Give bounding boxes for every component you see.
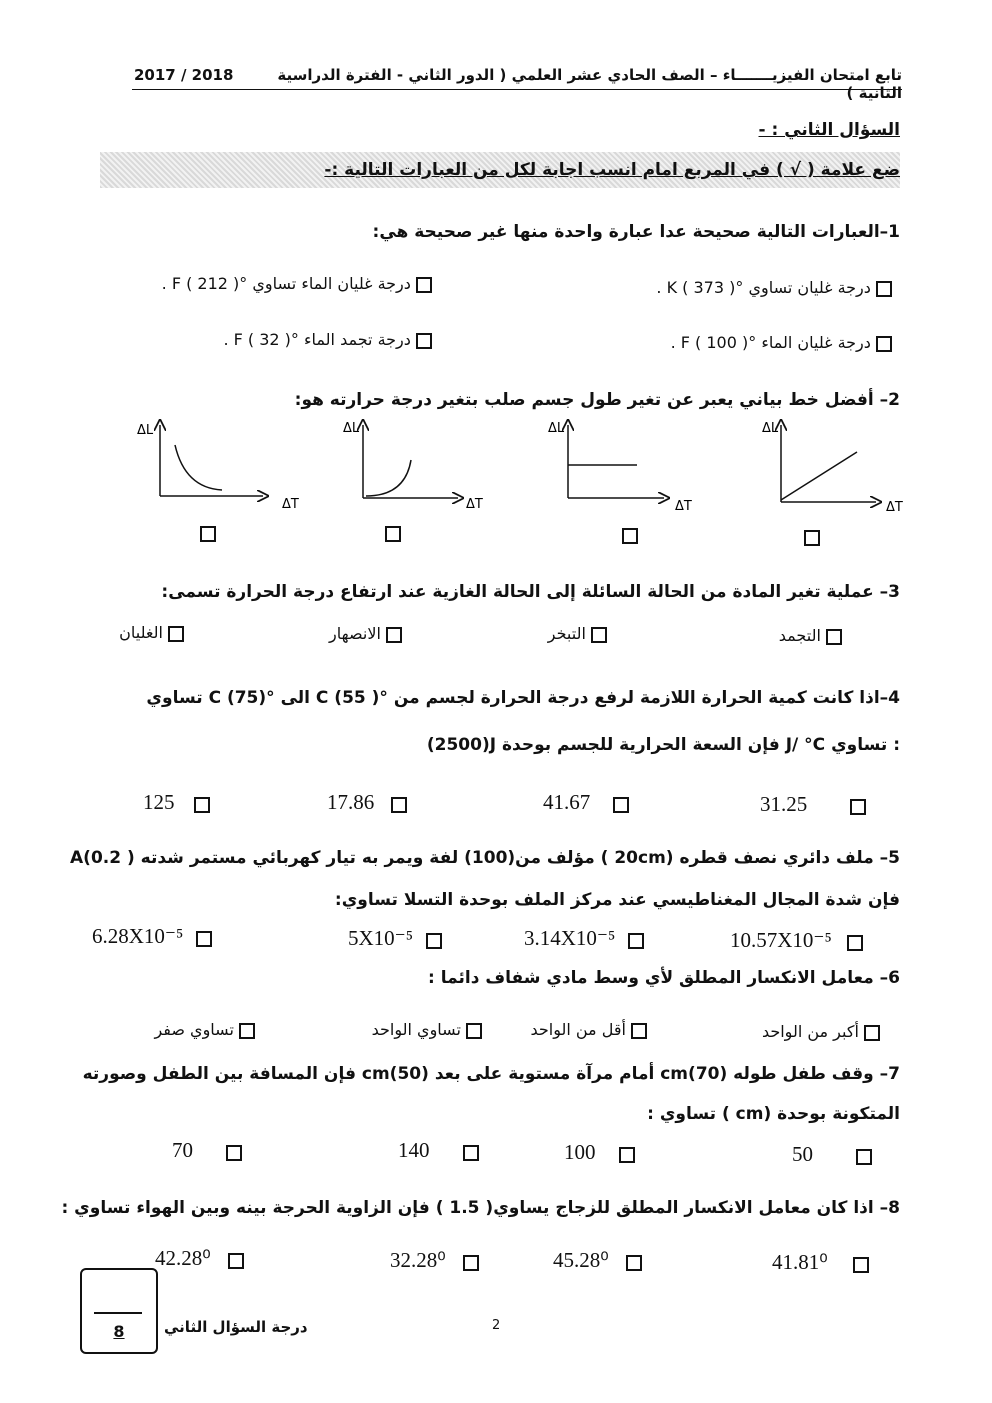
q2-checkbox-constant[interactable] [622, 528, 638, 544]
checkbox[interactable] [864, 1025, 880, 1041]
q2-checkbox-rising-curve[interactable] [385, 526, 401, 542]
checkbox[interactable] [196, 931, 212, 947]
y-axis-label: ΔL [343, 421, 360, 436]
q7-option-1: 50 [792, 1142, 872, 1167]
q3-option-4: الغليان [119, 623, 184, 642]
q2-checkbox-decaying-curve[interactable] [200, 526, 216, 542]
checkbox[interactable] [463, 1255, 479, 1271]
q4-option-4: 125 [143, 790, 210, 815]
checkbox[interactable] [463, 1145, 479, 1161]
q2-graphs [0, 410, 992, 520]
q6-option-2: أقل من الواحد [530, 1020, 647, 1039]
checkbox[interactable] [619, 1147, 635, 1163]
checkbox[interactable] [876, 281, 892, 297]
score-label: درجة السؤال الثاني [164, 1318, 308, 1336]
checkbox[interactable] [194, 797, 210, 813]
exam-header [230, 66, 902, 102]
graph-rising-curve [343, 421, 483, 512]
y-axis-label: ΔL [137, 423, 154, 438]
y-axis-label: ΔL [548, 421, 565, 436]
q2-checkbox-linear[interactable] [804, 530, 820, 546]
q5-option-3: 5X10⁻⁵ [348, 926, 442, 951]
question-6: 6– معامل الانكسار المطلق لأي وسط مادي شفاف دائما : [427, 968, 900, 988]
q7-option-4: 70 [172, 1138, 242, 1163]
x-axis-label: ΔT [886, 500, 903, 515]
q4-option-2: 41.67 [543, 790, 629, 815]
q4-option-1: 31.25 [760, 792, 866, 817]
checkbox[interactable] [391, 797, 407, 813]
q3-option-2: التبخر [548, 624, 607, 643]
checkbox[interactable] [628, 933, 644, 949]
checkbox[interactable] [228, 1253, 244, 1269]
q4-option-3: 17.86 [327, 790, 407, 815]
score-box-line [94, 1312, 142, 1314]
q8-option-4: 42.28⁰ [155, 1246, 244, 1271]
question-2: 2– أفضل خط بياني يعبر عن تغير طول جسم صلب بتغير درجة حرارته هو: [294, 390, 900, 410]
checkbox[interactable] [626, 1255, 642, 1271]
question-4-line-1: 4–اذا كانت كمية الحرارة اللازمة لرفع درجة الحرارة لجسم من °C (55 ) الى °C (75) تساوي [146, 688, 900, 708]
checkbox[interactable] [226, 1145, 242, 1161]
q1-option-3: درجة غليان الماء °F ( 100 ) . [671, 333, 892, 352]
header-underline [132, 89, 902, 90]
question-1: 1–العبارات التالية صحيحة عدا عبارة واحدة منها غير صحيحة هي: [372, 222, 900, 242]
q7-option-2: 100 [564, 1140, 635, 1165]
checkbox[interactable] [631, 1023, 647, 1039]
checkbox[interactable] [876, 336, 892, 352]
q8-option-1: 41.81⁰ [772, 1250, 869, 1275]
section-title: السؤال الثاني : - [758, 120, 900, 140]
checkbox[interactable] [847, 935, 863, 951]
checkbox[interactable] [856, 1149, 872, 1165]
checkbox[interactable] [426, 933, 442, 949]
q1-option-1: درجة غليان تساوي °K ( 373 ) . [656, 278, 892, 297]
question-5-line-2: فإن شدة المجال المغناطيسي عند مركز الملف بوحدة التسلا تساوي: [334, 890, 900, 910]
checkbox[interactable] [826, 629, 842, 645]
q5-option-1: 10.57X10⁻⁵ [730, 928, 863, 953]
question-3: 3– عملية تغير المادة من الحالة السائلة إلى الحالة الغازية عند ارتفاع درجة الحرارة تسمى: [161, 582, 900, 602]
q6-option-4: تساوي صفر [154, 1020, 255, 1039]
q5-option-4: 6.28X10⁻⁵ [92, 924, 212, 949]
graph-constant [548, 421, 692, 514]
page-number: 2 [492, 1318, 501, 1333]
q5-option-2: 3.14X10⁻⁵ [524, 926, 644, 951]
question-7-line-2: المتكونة بوحدة (cm ) تساوي : [647, 1104, 900, 1124]
q3-option-1: التجمد [779, 626, 842, 645]
checkbox[interactable] [850, 799, 866, 815]
q7-option-3: 140 [398, 1138, 479, 1163]
q1-option-2: درجة غليان الماء تساوي °F ( 212 ) . [162, 274, 432, 293]
x-axis-label: ΔT [675, 499, 692, 514]
q6-option-1: أكبر من الواحد [762, 1022, 880, 1041]
q1-option-4: درجة تجمد الماء °F ( 32 ) . [223, 330, 432, 349]
question-4-line-2: (2500)J فإن السعة الحرارية للجسم بوحدة J/ °C تساوي : [426, 735, 900, 755]
q8-option-2: 45.28⁰ [553, 1248, 642, 1273]
header-year: 2017 / 2018 [134, 66, 234, 84]
x-axis-label: ΔT [282, 497, 299, 512]
checkbox[interactable] [168, 626, 184, 642]
question-7-line-1: 7– وقف طفل طوله (70)cm أمام مرآة مستوية على بعد (50)cm فإن المسافة بين الطفل وصورته [82, 1064, 900, 1084]
checkbox[interactable] [591, 627, 607, 643]
question-8: 8– اذا كان معامل الانكسار المطلق للزجاج يساوي( 1.5 ) فإن الزاوية الحرجة بينه وبين الهواء تساوي : [61, 1198, 900, 1218]
q6-option-3: تساوي الواحد [372, 1020, 482, 1039]
checkbox[interactable] [239, 1023, 255, 1039]
instruction-text: ضع علامة ( √ ) في المربع امام انسب اجابة لكل من العبارات التالية :- [324, 160, 900, 180]
score-value: 8 [113, 1322, 125, 1341]
checkbox[interactable] [386, 627, 402, 643]
graph-linear [762, 421, 903, 515]
graph-decaying-curve [137, 423, 299, 512]
header-title: تابع امتحان الفيزيـــــــاء – الصف الحادي عشر العلمي ( الدور الثاني - الفترة الدراسية الثانية ) [277, 66, 902, 102]
q3-option-3: الانصهار [329, 624, 402, 643]
y-axis-label: ΔL [762, 421, 779, 436]
checkbox[interactable] [416, 333, 432, 349]
score-box [80, 1268, 158, 1354]
q8-option-3: 32.28⁰ [390, 1248, 479, 1273]
question-5-line-1: 5– ملف دائري نصف قطره (20cm ) مؤلف من(100) لفة ويمر به تيار كهربائي مستمر شدته A(0.2 ) [70, 848, 900, 868]
checkbox[interactable] [416, 277, 432, 293]
x-axis-label: ΔT [466, 497, 483, 512]
checkbox[interactable] [613, 797, 629, 813]
checkbox[interactable] [853, 1257, 869, 1273]
checkbox[interactable] [466, 1023, 482, 1039]
